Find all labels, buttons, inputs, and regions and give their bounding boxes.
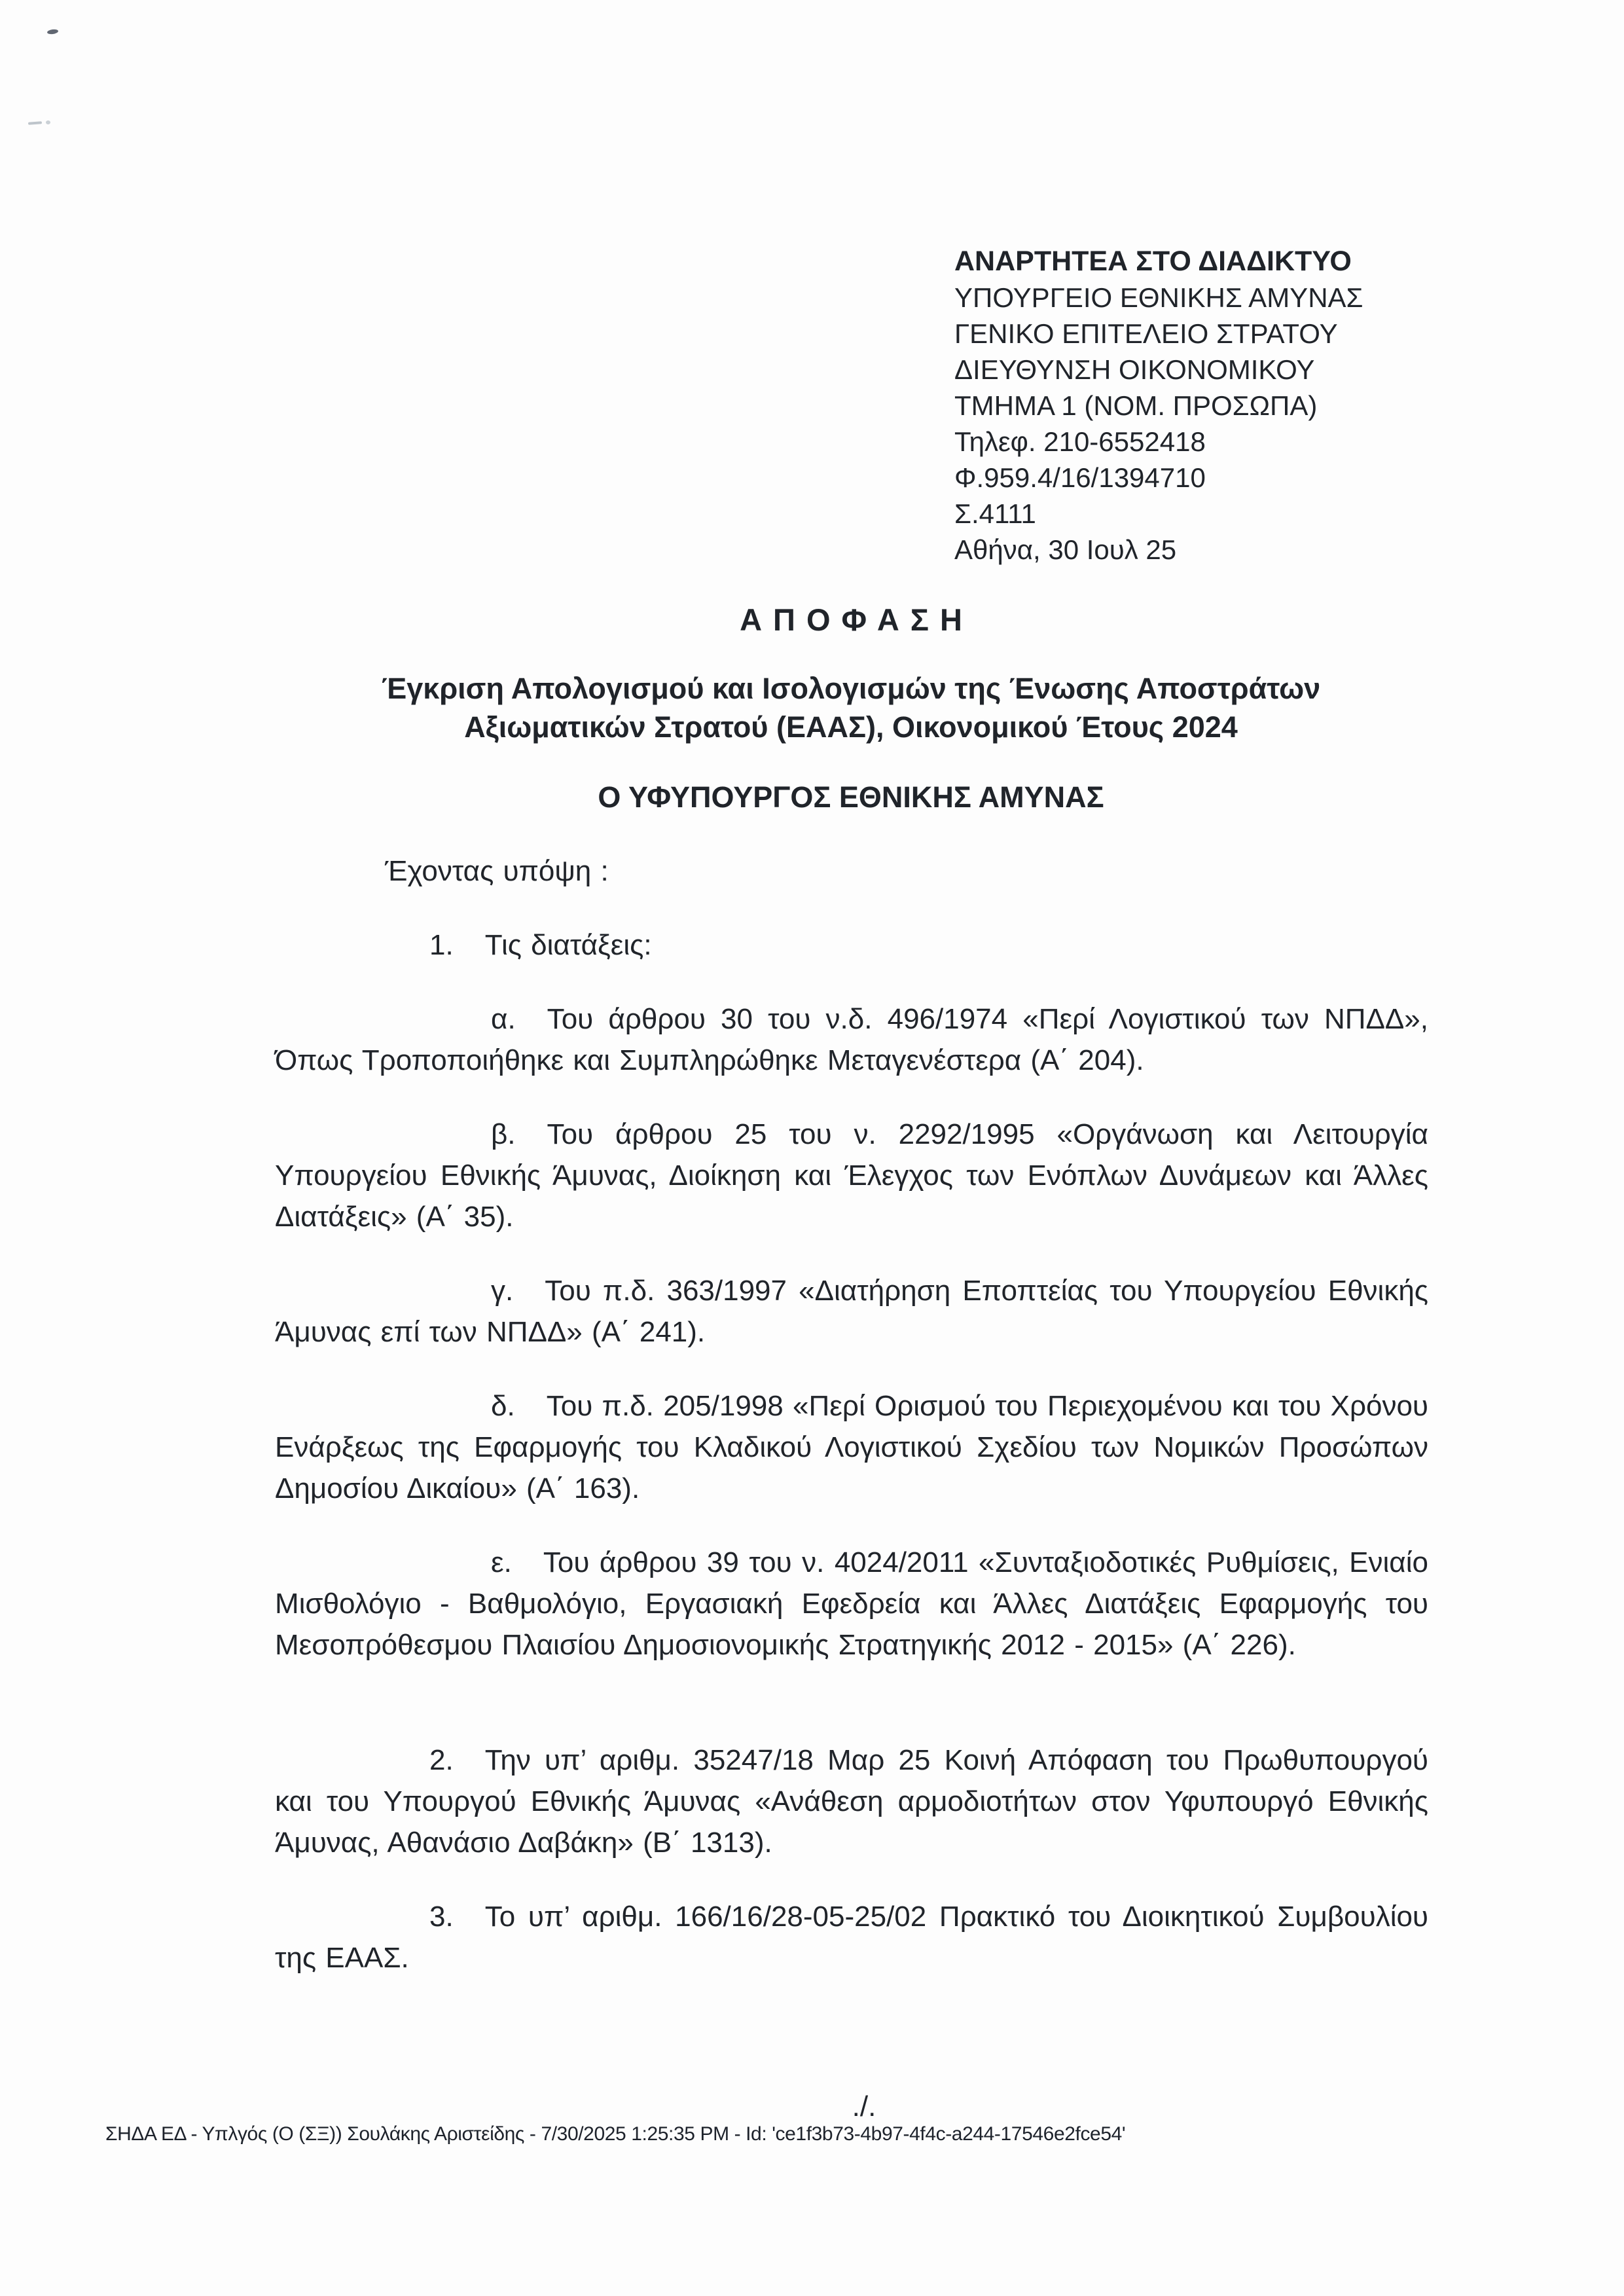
- serial-number-line: Σ.4111: [954, 498, 1036, 529]
- decision-subject: [275, 669, 1427, 746]
- item-3: [275, 1896, 1428, 1978]
- item-text: Του π.δ. 363/1997 «Διατήρηση Εποπτείας του Υπουργείου Εθνικής Άμυνας επί των ΝΠΔΔ» (Α΄ 241).: [275, 1275, 1428, 1348]
- subject-line-1: Έγκριση Απολογισμού και Ισολογισμών της Ένωσης Αποστράτων: [381, 672, 1321, 705]
- item-text: Του π.δ. 205/1998 «Περί Ορισμού του Περιεχομένου και του Χρόνου Ενάρξεως της Εφαρμογής του Κλαδικού Λογιστικού Σχεδίου των Νομικών Προσώπων Δημοσίου Δικαίου» (Α΄ 163).: [275, 1390, 1428, 1504]
- telephone-line: Τηλεφ. 210-6552418: [954, 426, 1206, 457]
- scan-artifact-dash: [28, 121, 42, 124]
- item-text: Του άρθρου 25 του ν. 2292/1995 «Οργάνωση και Λειτουργία Υπουργείου Εθνικής Άμυνας, Διοίκηση και Έλεγχος των Ενόπλων Δυνάμεων και Άλλες Διατάξεις» (Α΄ 35).: [275, 1118, 1428, 1233]
- item-number: δ.: [491, 1390, 515, 1422]
- directorate-line: ΔΙΕΥΘΥΝΣΗ ΟΙΚΟΝΟΜΙΚΟΥ: [954, 354, 1315, 385]
- item-text: Του άρθρου 30 του ν.δ. 496/1974 «Περί Λογιστικού των ΝΠΔΔ», Όπως Τροποποιήθηκε και Συμπληρώθηκε Μεταγενέστερα (Α΄ 204).: [275, 1003, 1428, 1076]
- item-text: Τις διατάξεις:: [484, 929, 652, 961]
- item-text: Το υπ’ αριθμ. 166/16/28-05-25/02 Πρακτικό του Διοικητικού Συμβουλίου της ΕΑΑΣ.: [275, 1901, 1428, 1974]
- subject-line-2: Αξιωματικών Στρατού (ΕΑΑΣ), Οικονομικού Έτους 2024: [464, 710, 1238, 744]
- item-text: Του άρθρου 39 του ν. 4024/2011 «Συνταξιοδοτικές Ρυθμίσεις, Ενιαίο Μισθολόγιο - Βαθμολόγιο, Εργασιακή Εφεδρεία και Άλλες Διατάξεις Εφαρμογής του Μεσοπρόθεσμου Πλαισίου Δημοσιονομικής Στρατηγικής 2012 - 2015» (Α΄ 226).: [275, 1546, 1428, 1661]
- item-number: γ.: [491, 1275, 514, 1307]
- item-number: ε.: [491, 1546, 512, 1578]
- provision-d: [275, 1385, 1428, 1509]
- preamble: Έχοντας υπόψη :: [385, 855, 609, 887]
- item-1: [275, 924, 1428, 966]
- provision-e: [275, 1542, 1428, 1666]
- digital-signature-footer: ΣΗΔΑ ΕΔ - Υπλγός (Ο (ΣΞ)) Σουλάκης Αριστείδης - 7/30/2025 1:25:35 PM - Id: 'ce1f3b73-4b97-4f4c-a244-17546e2fce54': [105, 2123, 1126, 2145]
- scan-artifact-dot: [46, 120, 50, 124]
- department-line: ΤΜΗΜΑ 1 (ΝΟΜ. ΠΡΟΣΩΠΑ): [954, 390, 1318, 421]
- ministry-line: ΥΠΟΥΡΓΕΙΟ ΕΘΝΙΚΗΣ ΑΜΥΝΑΣ: [954, 282, 1363, 313]
- internet-posting-notice: ΑΝΑΡΤΗΤΕΑ ΣΤΟ ΔΙΑΔΙΚΤΥΟ: [954, 246, 1352, 277]
- item-number: α.: [491, 1003, 516, 1035]
- provision-a: [275, 998, 1428, 1081]
- protocol-number-line: Φ.959.4/16/1394710: [954, 462, 1206, 493]
- item-2: [275, 1740, 1428, 1863]
- item-number: 3.: [429, 1901, 454, 1933]
- item-number: 2.: [429, 1744, 454, 1776]
- decision-title: ΑΠΟΦΑΣΗ: [740, 602, 973, 637]
- place-date-line: Αθήνα, 30 Ιουλ 25: [954, 534, 1177, 565]
- provision-b: [275, 1114, 1428, 1237]
- provision-c: [275, 1270, 1428, 1353]
- item-number: β.: [491, 1118, 516, 1150]
- general-staff-line: ΓΕΝΙΚΟ ΕΠΙΤΕΛΕΙΟ ΣΤΡΑΤΟΥ: [954, 318, 1338, 349]
- scan-artifact-mark: [47, 29, 59, 35]
- sender-block: [954, 244, 1363, 568]
- item-number: 1.: [429, 929, 454, 961]
- issuing-authority: Ο ΥΦΥΠΟΥΡΓΟΣ ΕΘΝΙΚΗΣ ΑΜΥΝΑΣ: [598, 780, 1104, 814]
- item-text: Την υπ’ αριθμ. 35247/18 Μαρ 25 Κοινή Απόφαση του Πρωθυπουργού και του Υπουργού Εθνικής Άμυνας «Ανάθεση αρμοδιοτήτων στον Υφυπουργό Εθνικής Άμυνας, Αθανάσιο Δαβάκη» (Β΄ 1313).: [275, 1744, 1428, 1859]
- continuation-mark: ./.: [852, 2090, 876, 2123]
